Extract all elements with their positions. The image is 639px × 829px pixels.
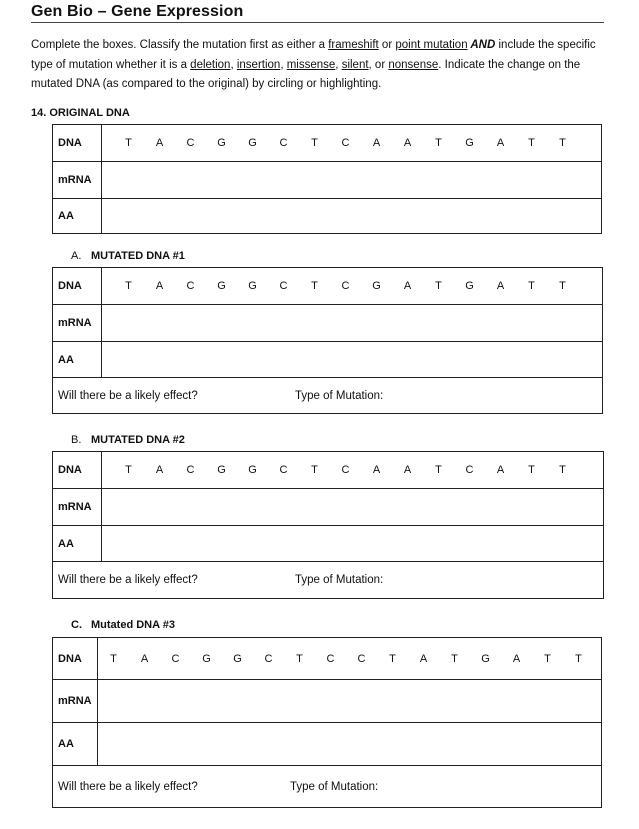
dna-base: G (248, 137, 257, 149)
mutation-type-label: Type of Mutation: (295, 574, 384, 586)
section-letter: B. (71, 434, 82, 446)
dna-base: G (372, 280, 381, 292)
dna-base: C (279, 137, 288, 149)
dna-base: A (403, 464, 412, 476)
dna-base: T (296, 652, 303, 665)
mrna-answer-field[interactable] (98, 680, 602, 723)
original-dna-sequence (102, 137, 601, 149)
dna-base: C (341, 137, 350, 149)
aa-answer-field[interactable] (102, 342, 603, 378)
dna-base: A (512, 652, 521, 665)
dna-base: C (341, 464, 350, 476)
dna-base: G (217, 280, 226, 292)
mutation-type-label: Type of Mutation: (290, 780, 379, 793)
dna-base: A (496, 464, 505, 476)
dna-base: C (171, 652, 180, 665)
mrna-answer-field[interactable] (102, 489, 604, 526)
mrna-label: mRNA (53, 680, 98, 723)
mrna-answer-field[interactable] (102, 162, 602, 199)
term-frameshift: frameshift (328, 39, 379, 51)
mrna-answer-field[interactable] (102, 305, 603, 342)
dna-base: G (202, 652, 211, 665)
term-nonsense: nonsense (388, 58, 439, 71)
dna-base: C (186, 137, 195, 149)
aa-label: AA (53, 526, 102, 562)
dna-base: T (435, 137, 442, 149)
effect-question: Will there be a likely effect? (58, 574, 198, 586)
dna-base: A (419, 652, 428, 665)
dna-base: A (496, 137, 505, 149)
dna-base: T (125, 464, 132, 476)
dna-base: T (559, 137, 566, 149)
mrna-label: mRNA (53, 162, 102, 199)
instructions-text: , or (368, 58, 389, 71)
instructions-text: . Indicate the change on the mutated DNA (as compared to the original) by circling or highlighting. (31, 58, 581, 90)
dna-base: G (465, 280, 474, 292)
effect-row[interactable] (53, 562, 604, 599)
dna-base: T (125, 280, 132, 292)
mrna-label: mRNA (53, 305, 102, 342)
effect-row[interactable] (53, 766, 602, 808)
dna-sequence-cell (98, 638, 602, 680)
dna-base: T (559, 464, 566, 476)
dna-base: T (435, 280, 442, 292)
dna-base: G (217, 137, 226, 149)
dna-base: T (311, 280, 318, 292)
mutation-a-title (71, 250, 185, 262)
instructions-text: , (280, 58, 287, 71)
mutation-b-table (52, 451, 604, 599)
aa-answer-field[interactable] (102, 199, 602, 234)
instructions (31, 36, 611, 95)
dna-label: DNA (53, 268, 102, 305)
page-title: Gen Bio – Gene Expression (31, 3, 244, 20)
dna-base: C (465, 464, 474, 476)
dna-base: G (233, 652, 242, 665)
dna-base: C (279, 280, 288, 292)
dna-base: T (311, 464, 318, 476)
aa-answer-field[interactable] (102, 526, 604, 562)
mutation-b-dna-sequence (102, 464, 603, 476)
dna-base: T (528, 464, 535, 476)
dna-base: G (481, 652, 490, 665)
aa-label: AA (53, 723, 98, 766)
dna-base: C (186, 280, 195, 292)
dna-label: DNA (53, 638, 98, 680)
dna-base: T (451, 652, 458, 665)
mutation-b-title (71, 434, 185, 446)
mutation-a-table (52, 267, 603, 414)
mutation-c-table (52, 637, 602, 808)
dna-base: T (559, 280, 566, 292)
dna-base: A (155, 137, 164, 149)
dna-base: A (372, 464, 381, 476)
dna-base: A (155, 280, 164, 292)
term-missense: missense (286, 58, 336, 71)
dna-base: T (575, 652, 582, 665)
original-table (52, 124, 602, 234)
dna-base: G (248, 464, 257, 476)
aa-label: AA (53, 199, 102, 234)
dna-base: T (110, 652, 117, 665)
dna-base: G (217, 464, 226, 476)
dna-base: C (341, 280, 350, 292)
dna-base: C (186, 464, 195, 476)
original-section-title: 14. ORIGINAL DNA (31, 107, 130, 119)
dna-base: C (357, 652, 366, 665)
dna-base: A (155, 464, 164, 476)
instructions-text: include the specific type of mutation whether it is a (31, 39, 596, 71)
effect-question: Will there be a likely effect? (58, 780, 198, 793)
dna-sequence-cell (102, 268, 603, 305)
dna-base: T (311, 137, 318, 149)
dna-base: G (248, 280, 257, 292)
dna-base: T (544, 652, 551, 665)
term-point-mutation: point mutation (395, 39, 468, 51)
dna-base: A (403, 137, 412, 149)
dna-base: T (435, 464, 442, 476)
emphasis-and: AND (467, 39, 496, 51)
instructions-text: or (378, 39, 396, 51)
section-title-text: MUTATED DNA #1 (91, 250, 185, 262)
dna-base: G (465, 137, 474, 149)
section-letter: C. (71, 619, 82, 631)
aa-answer-field[interactable] (98, 723, 602, 766)
term-insertion: insertion (236, 58, 281, 71)
dna-base: C (279, 464, 288, 476)
mrna-label: mRNA (53, 489, 102, 526)
dna-label: DNA (53, 452, 102, 489)
dna-base: T (528, 137, 535, 149)
mutation-c-dna-sequence (98, 653, 601, 665)
dna-base: A (496, 280, 505, 292)
dna-base: C (326, 652, 335, 665)
instructions-text: , (230, 58, 237, 71)
mutation-type-label: Type of Mutation: (295, 389, 384, 402)
term-deletion: deletion (190, 58, 231, 71)
dna-sequence-cell (102, 125, 602, 162)
dna-base: T (125, 137, 132, 149)
effect-row[interactable] (53, 378, 603, 414)
aa-label: AA (53, 342, 102, 378)
dna-base: A (372, 137, 381, 149)
dna-base: T (528, 280, 535, 292)
title-divider (31, 22, 604, 23)
section-title-text: MUTATED DNA #2 (91, 434, 185, 446)
section-title-text: Mutated DNA #3 (91, 619, 175, 631)
dna-base: C (264, 652, 273, 665)
term-silent: silent (341, 58, 369, 71)
effect-question: Will there be a likely effect? (58, 389, 198, 402)
instructions-text: Complete the boxes. Classify the mutation first as either a (31, 39, 329, 51)
dna-base: A (140, 652, 149, 665)
dna-sequence-cell (102, 452, 604, 489)
section-letter: A. (71, 250, 82, 262)
dna-base: A (403, 280, 412, 292)
mutation-a-dna-sequence (102, 280, 602, 292)
mutation-c-title (71, 619, 175, 631)
dna-label: DNA (53, 125, 102, 162)
instructions-text: , (335, 58, 342, 71)
dna-base: T (389, 652, 396, 665)
